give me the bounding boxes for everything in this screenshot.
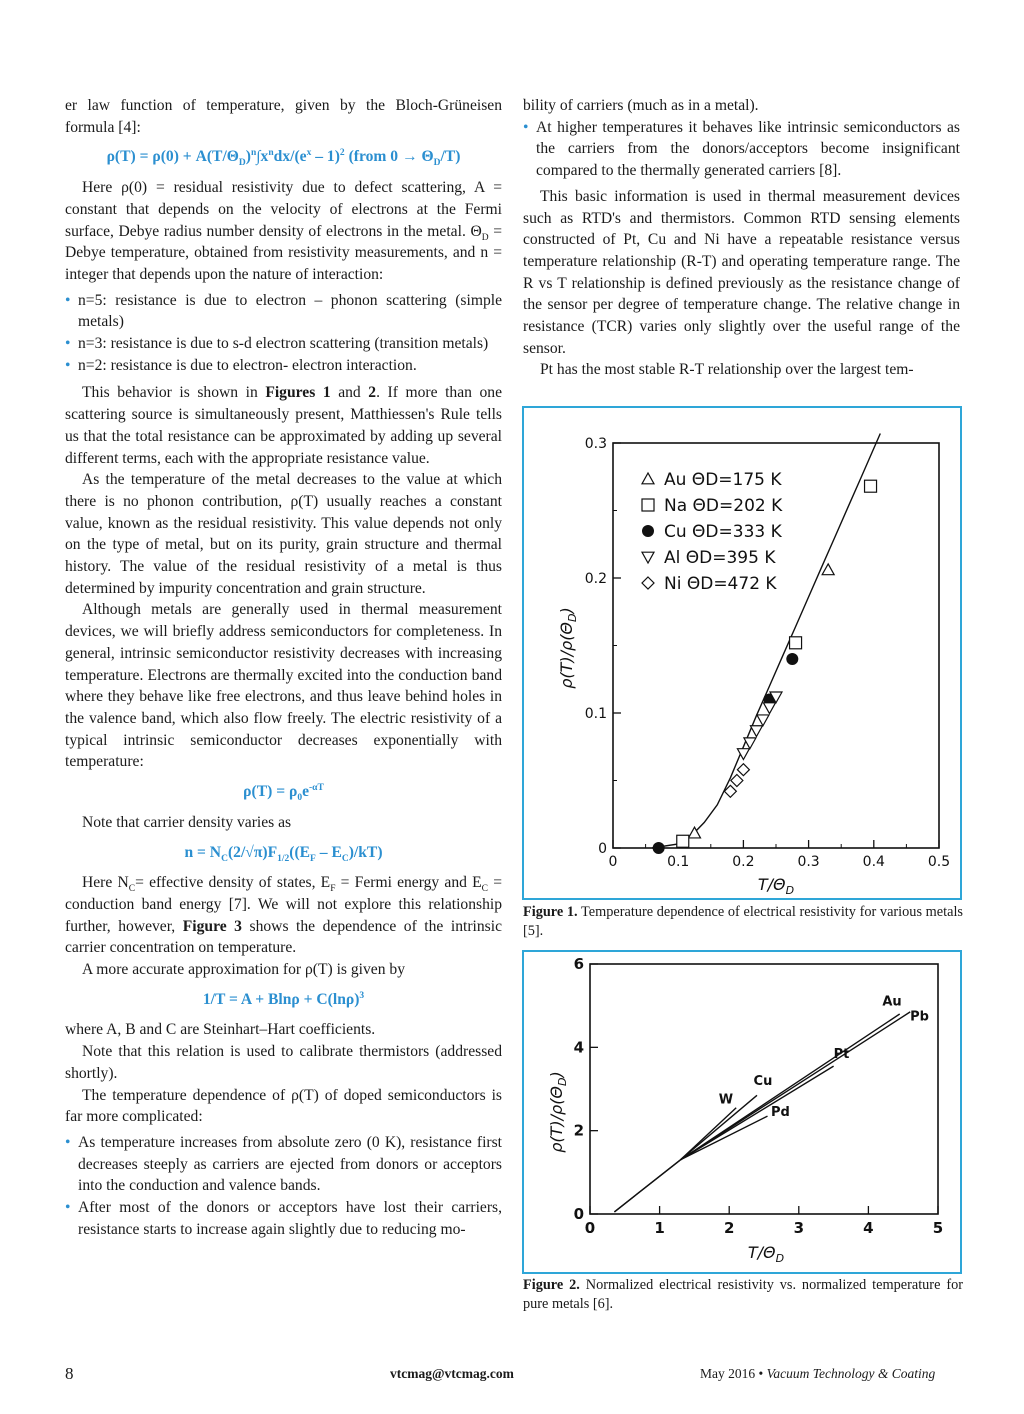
series-label-pt: Pt <box>833 1046 850 1062</box>
legend-label: Cu ΘD=333 K <box>664 522 782 542</box>
x-tick-label: 0.3 <box>797 854 820 870</box>
y-tick-label: 0.3 <box>584 436 607 452</box>
y-tick-label: 6 <box>573 955 584 973</box>
legend-marker <box>642 577 654 589</box>
footer-journal: May 2016 • Vacuum Technology & Coating <box>700 1366 936 1381</box>
y-tick-label: 0 <box>598 841 607 857</box>
legend-marker <box>642 525 654 537</box>
data-point-al <box>763 703 775 714</box>
x-tick-label: 1 <box>654 1219 665 1237</box>
y-axis-label: $\rho(T)/\rho(\Theta_D)$ <box>547 1071 569 1153</box>
data-point-cu <box>786 653 798 665</box>
data-point-al <box>757 715 769 726</box>
legend-marker <box>642 552 654 563</box>
list-item: • After most of the donors or acceptors have lost their carriers, resistance starts to increase again slightly due to reducing mo- <box>65 1197 502 1240</box>
list-item: • At higher temperatures it behaves like intrinsic semiconductors as the carriers from the donors/acceptors become insignificant compared to the thermally generated carriers [8]. <box>523 117 960 182</box>
figure-2-chart <box>524 952 960 1272</box>
residual-paragraph: As the temperature of the metal decreases to the value at which there is no phonon contribution, ρ(T) usually reaches a constant value, known as the residual resistivity. This value depends not only on the type of metal, but on its purity, grain structure and thermal history. The value of the residual resistivity of a metal is thus determined by impurity concentration and grain structure. <box>65 471 502 597</box>
figure-2-caption: Figure 2. Normalized electrical resistivity vs. normalized temperature for pure metals [6]. <box>523 1277 963 1312</box>
data-point-cu <box>653 842 665 854</box>
series-label-w: W <box>718 1092 734 1108</box>
data-point-ni <box>737 764 749 776</box>
data-point-al <box>750 726 762 737</box>
interaction-list <box>65 290 502 377</box>
data-point-na <box>677 835 689 847</box>
equation-steinhart-hart: $1/T = A + Bln\rho + C(\ln\rho)^3$ <box>202 990 365 1008</box>
series-label-pb: Pb <box>910 1009 930 1025</box>
legend-label: Na ΘD=202 K <box>664 496 783 516</box>
figure-1-caption: Figure 1. Temperature dependence of electrical resistivity for various metals [5]. <box>523 904 963 939</box>
data-point-na <box>790 637 802 649</box>
calibration-paragraph: Note that this relation is used to calibrate thermistors (addressed shortly). <box>65 1043 502 1082</box>
x-tick-label: 0.5 <box>927 854 951 870</box>
x-tick-label: 0.4 <box>862 854 885 870</box>
y-axis-label: $\rho(T)/\rho(\Theta_D)$ <box>557 607 579 689</box>
footer-email: vtcmag@vtcmag.com <box>390 1366 514 1381</box>
equation-bloch-gruneisen: $\rho(T) = \rho(0) + A(T/\Theta_D)^n\int x^ndx/(e^x - 1)^2$ (from $0 \to \Theta_D/T$) <box>106 148 461 169</box>
figure-2-frame <box>522 950 962 1274</box>
data-point-ni <box>731 775 743 787</box>
list-item: • n=2: resistance is due to electron- electron interaction. <box>65 355 502 377</box>
y-tick-label: 4 <box>573 1038 584 1057</box>
data-point-au <box>822 564 834 575</box>
behavior-paragraph: This behavior is shown in Figures 1 and 2. If more than one scattering source is simultaneously present, Matthiessen's Rule tells us that the total resistance can be approximated by adding up several different terms, each with the appropriate resistance value. <box>65 384 502 467</box>
legend-label: Ni ΘD=472 K <box>664 574 777 594</box>
intrinsic-list <box>523 117 960 182</box>
series-label-au: Au <box>882 994 902 1010</box>
page-number: 8 <box>65 1364 74 1383</box>
carrier-paragraph: Note that carrier density varies as <box>82 813 292 831</box>
doped-paragraph: The temperature dependence of ρ(T) of doped semiconductors is far more complicated: <box>65 1086 502 1126</box>
data-point-na <box>865 480 877 492</box>
x-tick-label: 2 <box>723 1219 735 1237</box>
list-item: • n=5: resistance is due to electron – phonon scattering (simple metals) <box>65 290 502 333</box>
legend-label: Au ΘD=175 K <box>664 470 782 490</box>
x-tick-label: 0 <box>584 1219 596 1237</box>
x-axis-label: $T/\Theta_D$ <box>757 875 795 897</box>
x-tick-label: 0 <box>608 854 618 870</box>
definitions-paragraph: Here ρ(0) = residual resistivity due to defect scattering, A = constant that depends on the velocity of electrons at the Fermi surface, Debye radius number density of electrons in the metal. $\Theta_D$ = Debye temperature, obtained from resistivity measurements, and n = integer that depends upon the nature of interaction: <box>65 179 502 283</box>
figure-1-frame <box>522 406 962 900</box>
left-column <box>65 95 502 1244</box>
x-tick-label: 0.1 <box>667 854 690 870</box>
pt-paragraph: Pt has the most stable R-T relationship over the largest tem- <box>540 361 914 379</box>
series-label-cu: Cu <box>753 1073 773 1089</box>
x-tick-label: 5 <box>932 1219 944 1237</box>
legend-label: Al ΘD=395 K <box>664 548 776 568</box>
coefficients-paragraph: where A, B and C are Steinhart–Hart coefficients. <box>65 1021 376 1039</box>
equation-carrier-density: $n = N_C(2/√\pi)F_{1/2}((E_F - E_C)/kT)$ <box>184 843 383 864</box>
series-line-pb <box>614 1012 910 1212</box>
y-tick-label: 0 <box>573 1205 584 1223</box>
legend-marker <box>642 473 654 484</box>
figure-ref: Figures 1 <box>265 384 331 402</box>
rtd-paragraph: This basic information is used in thermal measurement devices such as RTD's and thermistors. Common RTD sensing elements constructed of Pt, Cu and Ni have a repeatable resistance versus temperature relationship (R-T) and operating temperature range. The R vs T relationship is defined previously as the resistance change of the sensor per degree of temperature change. The relative change in resistance (TCR) varies only slightly over the useful range of the sensor. <box>523 187 960 357</box>
figure-1-chart <box>524 408 960 898</box>
doped-list <box>65 1132 502 1241</box>
y-tick-label: 0.1 <box>584 706 607 722</box>
equation-exponential: $\rho(T) = \rho_0e^{-\alpha T}$ <box>243 782 324 804</box>
x-tick-label: 4 <box>863 1219 874 1237</box>
approximation-paragraph: A more accurate approximation for ρ(T) is given by <box>82 961 406 979</box>
x-tick-label: 0.2 <box>732 854 755 870</box>
mobility-paragraph: bility of carriers (much as in a metal). <box>523 97 759 114</box>
list-item: • n=3: resistance is due to s-d electron scattering (transition metals) <box>65 333 502 355</box>
right-column <box>523 95 960 381</box>
y-tick-label: 2 <box>573 1121 584 1140</box>
legend-marker <box>642 499 654 511</box>
y-tick-label: 0.2 <box>584 571 607 587</box>
series-line-w <box>681 1108 737 1160</box>
x-tick-label: 3 <box>793 1219 805 1237</box>
series-label-pd: Pd <box>770 1105 790 1121</box>
figure-ref: 2 <box>368 384 377 402</box>
x-axis-label: $T/\Theta_D$ <box>747 1243 785 1265</box>
data-point-al <box>744 738 756 749</box>
density-states-paragraph: Here $N_C=$ effective density of states, $E_F$ = Fermi energy and $E_C$ = conduction band energy [7]. We will not explore this relationship further, however, Figure 3 shows the dependence of the intrinsic carrier concentration on temperature. <box>65 874 502 957</box>
list-item: • As temperature increases from absolute zero (0 K), resistance first decreases steeply as carriers are ejected from donors or acceptors into the conduction and valence bands. <box>65 1132 502 1197</box>
semiconductor-paragraph: Although metals are generally used in thermal measurement devices, we will briefly address semiconductors for completeness. In general, intrinsic semiconductor resistivity decreases with increasing temperature. Electrons are thermally excited into the conduction band where they behave like free electrons, and thus leave behind holes in the valence band, which also flow freely. The electric resistivity of a typical intrinsic semiconductor decreases exponentially with temperature: <box>65 601 502 771</box>
intro-paragraph: er law function of temperature, given by the Bloch-Grüneisen formula [4]: <box>65 97 502 136</box>
